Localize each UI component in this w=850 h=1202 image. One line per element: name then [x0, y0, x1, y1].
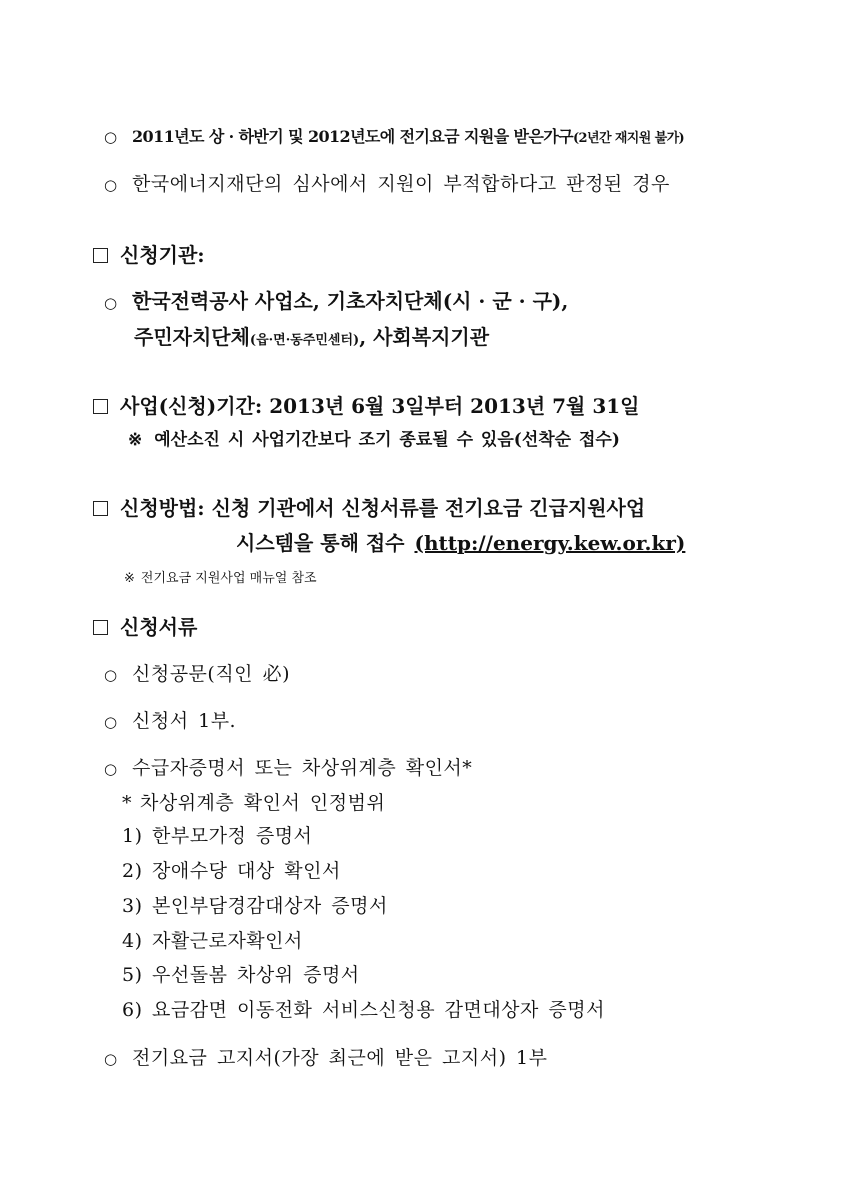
circle-bullet: ○ [104, 128, 117, 146]
documents-sub-heading [122, 792, 385, 815]
institutions-line-2 [134, 325, 489, 349]
documents-heading-text: 신청서류 [120, 615, 198, 639]
documents-sub-item: 6) 요금감면 이동전화 서비스신청용 감면대상자 증명서 [122, 999, 605, 1021]
exclusion-item-2-text: 한국에너지재단의 심사에서 지원이 부적합하다고 판정된 경우 [132, 173, 670, 195]
circle-bullet: ○ [104, 294, 118, 312]
checkbox-square-icon [93, 248, 108, 263]
exclusion-item-2 [104, 173, 670, 196]
checkbox-square-icon [93, 399, 108, 414]
method-url-link[interactable]: (http://energy.kew.or.kr) [414, 531, 686, 555]
method-line-2-text: 시스템을 통해 접수 [236, 531, 405, 555]
exclusion-item-1-note: (2년간 재지원 불가) [572, 131, 685, 146]
method-note-text: 전기요금 지원사업 매뉴얼 참조 [140, 571, 317, 586]
period-heading [93, 394, 639, 418]
documents-item-3 [104, 757, 472, 780]
period-heading-text: 사업(신청)기간: 2013년 6월 3일부터 2013년 7월 31일 [120, 394, 640, 418]
documents-item-3-text: 수급자증명서 또는 차상위계층 확인서* [132, 757, 473, 779]
exclusion-item-1 [104, 127, 684, 147]
documents-item-2-text: 신청서 1부. [132, 710, 237, 732]
method-line-2 [236, 531, 685, 555]
documents-sub-heading-text: 차상위계층 확인서 인정범위 [140, 792, 386, 814]
documents-sub-item: 3) 본인부담경감대상자 증명서 [122, 895, 388, 917]
documents-item-1 [104, 663, 290, 686]
circle-bullet: ○ [104, 760, 118, 778]
institutions-line-1 [104, 289, 568, 313]
method-note [124, 571, 317, 587]
institutions-line-2-a: 주민자치단체 [134, 325, 250, 349]
checkbox-square-icon [93, 501, 108, 516]
documents-sub-item: 2) 장애수당 대상 확인서 [122, 860, 341, 882]
documents-item-1-text: 신청공문(직인 必) [132, 663, 290, 685]
circle-bullet: ○ [104, 1050, 118, 1068]
circle-bullet: ○ [104, 713, 118, 731]
method-heading-text: 신청방법: 신청 기관에서 신청서류를 전기요금 긴급지원사업 [120, 496, 646, 520]
documents-item-4-text: 전기요금 고지서(가장 최근에 받은 고지서) 1부 [132, 1047, 548, 1069]
circle-bullet: ○ [104, 666, 118, 684]
method-heading [93, 496, 645, 520]
documents-sub-item: 4) 자활근로자확인서 [122, 930, 303, 952]
checkbox-square-icon [93, 620, 108, 635]
exclusion-item-1-text: 2011년도 상 · 하반기 및 2012년도에 전기요금 지원을 받은가구 [132, 127, 573, 146]
period-note-text: 예산소진 시 사업기간보다 조기 종료될 수 있음(선착순 접수) [154, 430, 620, 450]
documents-sub-item: 5) 우선돌봄 차상위 증명서 [122, 964, 360, 986]
institutions-heading-text: 신청기관: [120, 243, 205, 267]
institutions-heading [93, 243, 205, 267]
period-note [128, 430, 620, 450]
note-mark-icon: ※ [128, 430, 143, 450]
institutions-line-2-b: , 사회복지기관 [359, 325, 490, 349]
circle-bullet: ○ [104, 176, 118, 194]
institutions-line-2-small: (읍·면·동주민센터) [249, 333, 360, 348]
institutions-line-1-text: 한국전력공사 사업소, 기초자치단체(시 · 군 · 구), [132, 289, 569, 313]
note-mark-icon: ※ [124, 571, 135, 586]
asterisk-mark-icon: * [122, 792, 132, 814]
documents-item-2 [104, 710, 236, 733]
documents-heading [93, 615, 197, 639]
documents-item-4 [104, 1047, 547, 1070]
documents-sub-item: 1) 한부모가정 증명서 [122, 825, 313, 847]
